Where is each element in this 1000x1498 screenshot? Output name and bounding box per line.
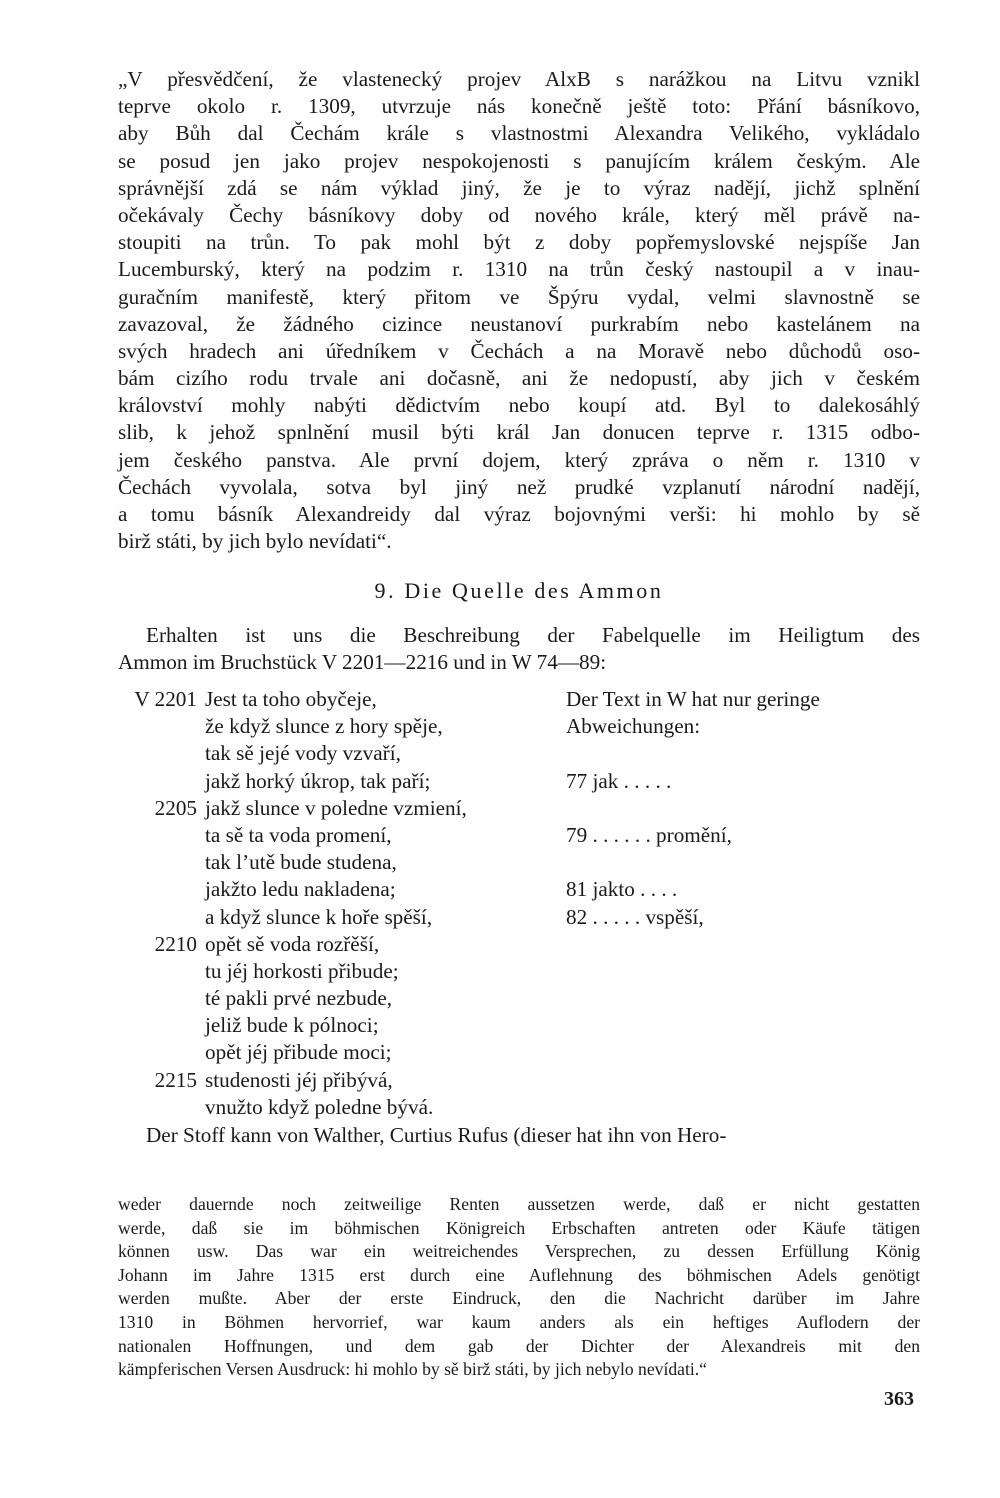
- verse-line: [118, 686, 920, 713]
- verse-text: ta sě ta voda promení,: [205, 822, 392, 847]
- verse-line: [118, 904, 920, 931]
- text-line: weder dauernde noch zeitweilige Renten aussetzen werde, daß er nicht gestatten: [118, 1194, 920, 1214]
- verse-text: tu jéj horkosti přibude;: [205, 958, 399, 983]
- text-line: se posud jen jako projev nespokojenosti s panujícím králem českým. Ale: [118, 148, 920, 173]
- variant-note: 77 jak . . . . .: [566, 768, 672, 793]
- verse-line: [118, 822, 920, 849]
- verse-number: 2215: [154, 1067, 197, 1092]
- text-line: können usw. Das war ein weitreichendes Versprechen, zu dessen Erfüllung König: [118, 1241, 920, 1262]
- verse-text: vnužto když poledne bývá.: [205, 1094, 434, 1119]
- verse-number: 2205: [154, 795, 197, 820]
- variant-note: 82 . . . . . vspěší,: [566, 904, 704, 929]
- text-line: birž státi, by jich bylo nevídati“.: [118, 529, 392, 554]
- verse-text: opět sě voda rozřěší,: [205, 931, 380, 956]
- verse-text: jakžto ledu nakladena;: [205, 877, 396, 902]
- text-line: zavazoval, že žádného cizince neustanoví purkrabím nebo kastelánem na: [118, 311, 920, 336]
- text-line: teprve okolo r. 1309, utvrzuje nás konečně ještě toto: Přání básníkovo,: [118, 94, 920, 119]
- text-line: 1310 in Böhmen hervorrief, war kaum anders als ein heftiges Auflodern der: [118, 1311, 920, 1332]
- variant-note: 79 . . . . . . promění,: [566, 822, 732, 847]
- verse-text: a když slunce k hoře spěší,: [205, 904, 433, 929]
- verse-line: [118, 740, 920, 767]
- verse-line: [118, 1094, 920, 1121]
- verse-text: tak l’utě bude studena,: [205, 850, 397, 875]
- text-line: správnější zdá se nám výklad jiný, že je to výraz nadějí, jichž splnění: [118, 175, 920, 200]
- verse-line: [118, 958, 920, 985]
- text-line: werden mußte. Aber der erste Eindruck, den die Nachricht darüber im Jahre: [118, 1288, 920, 1309]
- variant-note: Der Text in W hat nur geringe: [566, 687, 820, 711]
- verse-text: jakž horký úkrop, tak paří;: [205, 768, 431, 793]
- verse-line: [118, 1012, 920, 1039]
- text-line: Der Stoff kann von Walther, Curtius Rufus (dieser hat ihn von Hero-: [146, 1123, 727, 1147]
- verse-text: tak sě jejé vody vzvaří,: [205, 741, 401, 766]
- main-paragraph: [118, 66, 920, 555]
- verse-line: [118, 985, 920, 1012]
- text-line: aby Bůh dal Čechám krále s vlastnostmi Alexandra Velikého, vykládalo: [118, 121, 920, 146]
- verse-line: [118, 795, 920, 822]
- section-heading: 9. Die Quelle des Ammon: [374, 578, 664, 603]
- verse-line: [118, 1067, 920, 1094]
- verse-number: V 2201: [134, 687, 197, 711]
- continuation-paragraph: [118, 1122, 920, 1149]
- page-body: [118, 66, 920, 1410]
- verse-number: 2210: [154, 931, 197, 956]
- text-line: Erhalten ist uns die Beschreibung der Fabelquelle im Heiligtum des: [146, 623, 920, 647]
- text-line: kämpferischen Versen Ausdruck: hi mohlo by sě birž státi, by jich nebylo nevídati.“: [118, 1359, 707, 1380]
- verse-text: že když slunce z hory spěje,: [205, 714, 443, 739]
- verse-text: opět jéj přibude moci;: [205, 1040, 392, 1065]
- verse-line: [118, 713, 920, 740]
- text-line: Ammon im Bruchstück V 2201—2216 und in W 74—89:: [118, 650, 607, 675]
- intro-paragraph: [118, 622, 920, 676]
- footnote: [118, 1193, 920, 1382]
- variant-note: Abweichungen:: [566, 714, 701, 739]
- text-line: Johann im Jahre 1315 erst durch eine Auflehnung des böhmischen Adels genötigt: [118, 1264, 920, 1285]
- variant-note: 81 jakto . . . .: [566, 877, 678, 902]
- verse-text: jeliž bude k pólnoci;: [205, 1013, 379, 1038]
- text-line: a tomu básník Alexandreidy dal výraz bojovnými verši: hi mohlo by sě: [118, 502, 920, 526]
- text-line: svých hradech ani úředníkem v Čechách a na Moravě nebo důchodů oso-: [118, 338, 920, 363]
- verse-text: studenosti jéj přibývá,: [205, 1067, 393, 1092]
- verse-text: Jest ta toho obyčeje,: [205, 687, 377, 711]
- verse-line: [118, 1039, 920, 1066]
- text-line: slib, k jehož spnlnění musil býti král Jan donucen teprve r. 1315 odbo-: [118, 420, 920, 445]
- text-line: stoupiti na trůn. To pak mohl být z doby popřemyslovské nejspíše Jan: [118, 230, 920, 255]
- verse-block: [118, 686, 920, 1121]
- text-line: werde, daß sie im böhmischen Königreich Erbschaften antreten oder Käufe tätigen: [118, 1217, 920, 1238]
- verse-line: [118, 768, 920, 795]
- text-line: očekávaly Čechy básníkovy doby od nového krále, který měl právě na-: [118, 202, 920, 227]
- verse-line: [118, 876, 920, 903]
- verse-text: jakž slunce v poledne vzmiení,: [205, 795, 467, 820]
- text-line: bám cizího rodu trvale ani dočasně, ani že nedopustí, aby jich v českém: [118, 366, 920, 391]
- verse-line: [118, 849, 920, 876]
- page-number: 363: [884, 1388, 914, 1410]
- verse-text: té pakli prvé nezbude,: [205, 986, 393, 1011]
- verse-line: [118, 931, 920, 958]
- text-line: nationalen Hoffnungen, und dem gab der Dichter der Alexandreis mit den: [118, 1335, 920, 1356]
- text-line: „V přesvědčení, že vlastenecký projev AlxB s narážkou na Litvu vznikl: [118, 67, 920, 91]
- text-line: guračním manifestě, který přitom ve Špýru vydal, velmi slavnostně se: [118, 284, 920, 309]
- text-line: jem českého panstva. Ale první dojem, který zpráva o něm r. 1310 v: [118, 447, 920, 472]
- text-line: Čechách vyvolala, sotva byl jiný než prudké vzplanutí národní nadějí,: [118, 474, 920, 499]
- text-line: Lucemburský, který na podzim r. 1310 na trůn český nastoupil a v inau-: [118, 257, 920, 282]
- text-line: království mohly nabýti dědictvím nebo koupí atd. Byl to dalekosáhlý: [118, 393, 920, 418]
